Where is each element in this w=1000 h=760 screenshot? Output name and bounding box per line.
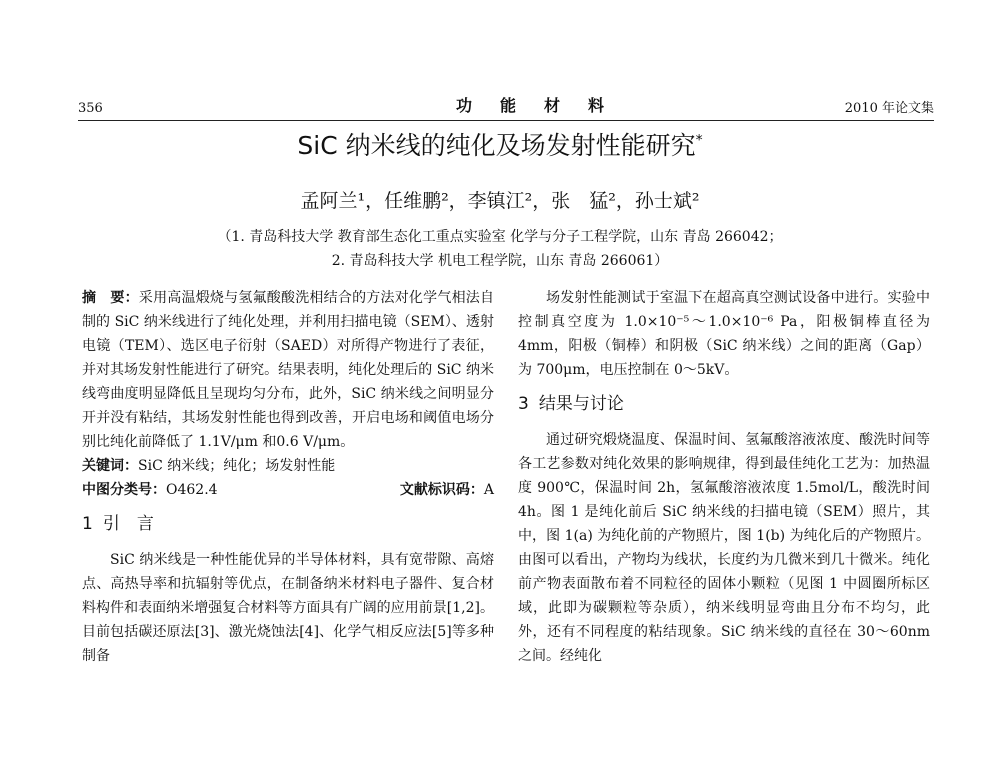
classification-value: O462.4 bbox=[166, 482, 218, 498]
title-footnote-mark: * bbox=[695, 132, 703, 149]
section-3-number: 3 bbox=[518, 394, 529, 414]
abstract bbox=[82, 286, 494, 454]
paper-title bbox=[0, 126, 1000, 162]
year-label: 2010 年论文集 bbox=[844, 101, 934, 116]
affiliation-line-2: 2. 青岛科技大学 机电工程学院，山东 青岛 266061） bbox=[331, 253, 669, 269]
left-column bbox=[82, 286, 494, 668]
keywords bbox=[82, 454, 494, 478]
running-header bbox=[78, 94, 934, 121]
paper-title-text: SiC 纳米线的纯化及场发射性能研究 bbox=[297, 131, 696, 160]
author-list: 孟阿兰¹，任维鹏²，李镇江²，张 猛²，孙士斌² bbox=[300, 190, 700, 212]
abstract-text: 采用高温煅烧与氢氟酸酸洗相结合的方法对化学气相法自制的 SiC 纳米线进行了纯化处理，并利用扫描电镜（SEM）、透射电镜（TEM）、选区电子衍射（SAED）对所得产物进行了表征，并对其场发射性能进行了研究。结果表明，纯化处理后的 SiC 纳米线弯曲度明显降低且呈现均匀分布，此外，SiC 纳米线之间明显分开并没有粘结，其场发射性能也得到改善，开启电场和阈值电场分别比纯化前降低了 1.1V/μm 和0.6 V/μm。 bbox=[82, 290, 495, 450]
section-3-text: 通过研究煅烧温度、保温时间、氢氟酸溶液浓度、酸洗时间等各工艺参数对纯化效果的影响规律，得到最佳纯化工艺为：加热温度 900℃，保温时间 2h，氢氟酸溶液浓度 1.5mol/L，酸洗时间 4h。图 1 是纯化前后 SiC 纳米线的扫描电镜（SEM）照片，其中，图 1(a) 为纯化前的产物照片，图 1(b) 为纯化后的产物照片。由图可以看出，产物均为线状，长度约为几微米到几十微米。纯化前产物表面散布着不同粒径的固体小颗粒（见图 1 中圆圈所标区域，此即为碳颗粒等杂质），纳米线明显弯曲且分布不均匀，此外，还有不同程度的粘结现象。SiC 纳米线的直径在 30～60nm 之间。经纯化 bbox=[518, 432, 930, 664]
section-1-heading bbox=[82, 512, 494, 536]
document-code bbox=[400, 478, 494, 502]
section-1-text: SiC 纳米线是一种性能优异的半导体材料，具有宽带隙、高熔点、高热导率和抗辐射等优点，在制备纳米材料电子器件、复合材料构件和表面纳米增强复合材料等方面具有广阔的应用前景[1,2]。目前包括碳还原法[3]、激光烧蚀法[4]、化学气相反应法[5]等多种制备 bbox=[82, 552, 494, 664]
section-1-number: 1 bbox=[82, 514, 93, 534]
affiliation-line-1: （1. 青岛科技大学 教育部生态化工重点实验室 化学与分子工程学院，山东 青岛 266042； bbox=[217, 229, 783, 245]
abstract-label: 摘 要： bbox=[82, 290, 139, 306]
classification-row bbox=[82, 478, 494, 502]
keywords-text: SiC 纳米线；纯化；场发射性能 bbox=[138, 458, 336, 474]
section-3-title: 结果与讨论 bbox=[538, 394, 624, 414]
section-3-heading bbox=[518, 392, 930, 416]
right-column bbox=[518, 286, 930, 668]
document-code-value: A bbox=[483, 482, 494, 498]
keywords-label: 关键词： bbox=[82, 458, 138, 474]
document-code-label: 文献标识码： bbox=[399, 482, 484, 498]
journal-name: 功能材料 bbox=[456, 96, 633, 115]
field-emission-test-text: 场发射性能测试于室温下在超高真空测试设备中进行。实验中控制真空度为 1.0×10⁻⁵～1.0×10⁻⁶ Pa，阳极铜棒直径为 4mm，阳极（铜棒）和阴极（SiC 纳米线）之间的距离（Gap）为 700μm，电压控制在 0～5kV。 bbox=[518, 290, 930, 378]
classification-label: 中图分类号： bbox=[82, 482, 166, 498]
page-number: 356 bbox=[78, 101, 103, 116]
section-1-title: 引 言 bbox=[102, 514, 154, 534]
